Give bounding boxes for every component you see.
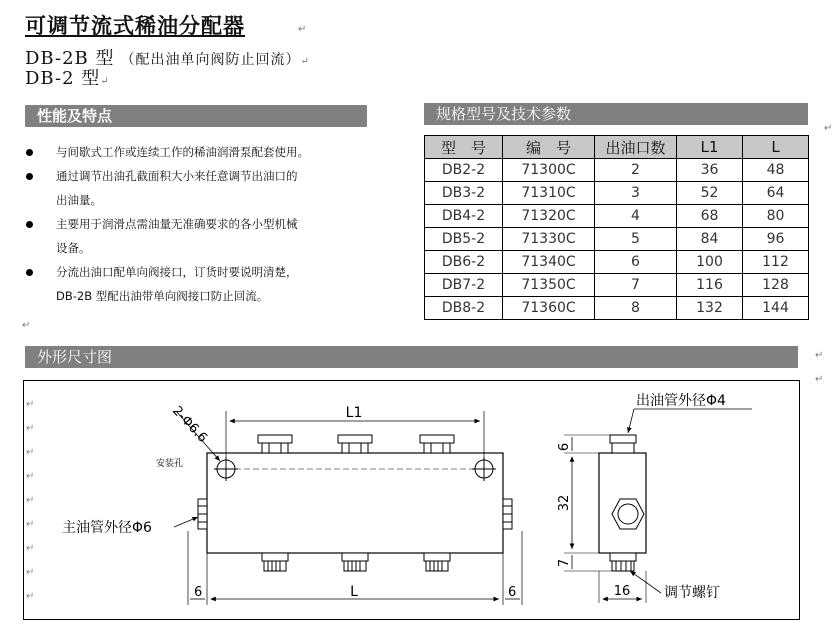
table-cell: DB5-2 [425, 228, 503, 251]
table-cell: 71300C [503, 159, 595, 182]
table-cell: 64 [743, 182, 809, 205]
side-dim-32-label: 32 [557, 494, 572, 512]
outlet-pipe-label: 出油管外径Φ4 [636, 393, 726, 409]
table-cell: 100 [677, 251, 743, 274]
adjust-screws [262, 553, 450, 571]
mount-hole-label: 安装孔 [156, 459, 184, 469]
left-inlet-fitting [198, 499, 207, 529]
table-row [425, 182, 809, 205]
spec-header: 规格型号及技术参数 [424, 103, 808, 125]
table-cell: 71340C [503, 251, 595, 274]
table-cell: 3 [595, 182, 677, 205]
paragraph-mark: ↵ [815, 374, 824, 385]
feature-text-line: 与间歇式工作或连续工作的稀油润滑泵配套使用。 [56, 145, 309, 159]
dimension-drawing-svg [24, 381, 801, 621]
column-header-l: L [743, 136, 809, 159]
feature-item [22, 260, 382, 308]
outlet-fittings [258, 435, 454, 453]
column-header-outlets: 出油口数 [595, 136, 677, 159]
table-cell: 5 [595, 228, 677, 251]
table-cell: 132 [677, 297, 743, 320]
side-adjust-screw [610, 553, 636, 571]
table-cell: 36 [677, 159, 743, 182]
table-cell: 128 [743, 274, 809, 297]
feature-text-line: 通过调节出油孔截面积大小来任意调节出油口的 [56, 169, 298, 183]
l-dimension-label: L [350, 584, 358, 600]
feature-text-line: 出油量。 [56, 193, 102, 207]
table-cell: 4 [595, 205, 677, 228]
bullet-icon [26, 221, 33, 228]
svg-text:↵: ↵ [26, 447, 35, 458]
svg-text:↵: ↵ [26, 471, 35, 482]
table-cell: 71330C [503, 228, 595, 251]
table-cell: 96 [743, 228, 809, 251]
feature-text-line: 主要用于润滑点需油量无准确要求的各小型机械 [56, 217, 298, 231]
table-cell: 7 [595, 274, 677, 297]
paragraph-mark: ↵ [824, 123, 833, 134]
bullet-icon [26, 173, 33, 180]
table-cell: 68 [677, 205, 743, 228]
table-cell: 48 [743, 159, 809, 182]
distributor-body [207, 453, 503, 553]
paragraph-mark: ↵ [100, 76, 110, 87]
table-row [425, 251, 809, 274]
paragraph-mark: ↵ [300, 56, 310, 67]
hole-size-label: 2-Φ6.6 [169, 403, 210, 446]
table-cell: 71310C [503, 182, 595, 205]
bullet-icon [26, 149, 33, 156]
feature-text-line: 设备。 [56, 241, 91, 255]
svg-text:↵: ↵ [26, 591, 35, 602]
table-cell: DB4-2 [425, 205, 503, 228]
model-db-2b-label: DB-2B 型 [25, 48, 115, 69]
spec-table [424, 135, 809, 320]
page-title: 可调节流式稀油分配器 [25, 14, 245, 38]
table-cell: 84 [677, 228, 743, 251]
svg-text:↵: ↵ [26, 567, 35, 578]
column-header-l1: L1 [677, 136, 743, 159]
paragraph-mark: ↵ [22, 320, 31, 331]
adjust-screw-label: 调节螺钉 [664, 585, 720, 601]
table-cell: 71360C [503, 297, 595, 320]
table-cell: DB6-2 [425, 251, 503, 274]
table-row [425, 297, 809, 320]
table-row [425, 205, 809, 228]
table-cell: 116 [677, 274, 743, 297]
feature-text-line: DB-2B 型配出油带单向阀接口防止回流。 [56, 289, 269, 303]
features-list [22, 140, 382, 308]
dimension-drawing [23, 380, 800, 620]
right-offset-label: 6 [508, 585, 517, 600]
table-cell: 71320C [503, 205, 595, 228]
svg-text:↵: ↵ [26, 423, 35, 434]
paragraph-mark: ↵ [298, 24, 307, 35]
model-db-2 [25, 64, 110, 90]
table-cell: 80 [743, 205, 809, 228]
table-cell: 2 [595, 159, 677, 182]
side-dim-6-label: 6 [557, 442, 572, 452]
l1-dimension-label: L1 [345, 405, 363, 421]
bullet-icon [26, 269, 33, 276]
left-offset-label: 6 [194, 585, 203, 600]
table-row [425, 159, 809, 182]
table-cell: 144 [743, 297, 809, 320]
svg-text:↵: ↵ [26, 519, 35, 530]
svg-text:↵: ↵ [26, 399, 35, 410]
table-cell: DB8-2 [425, 297, 503, 320]
model-db-2-label: DB-2 型 [25, 68, 101, 89]
table-cell: DB2-2 [425, 159, 503, 182]
main-pipe-label: 主油管外径Φ6 [62, 520, 152, 536]
spec-table-header-row [425, 136, 809, 159]
feature-text-line: 分流出油口配单向阀接口，订货时要说明清楚， [56, 265, 298, 279]
table-row [425, 274, 809, 297]
side-dim-7-label: 7 [557, 558, 572, 568]
table-cell: 112 [743, 251, 809, 274]
feature-item [22, 140, 382, 164]
side-dim-16-label: 16 [613, 584, 631, 599]
right-inlet-fitting [503, 499, 512, 529]
column-header-code: 编 号 [503, 136, 595, 159]
table-row [425, 228, 809, 251]
paragraph-mark: ↵ [815, 350, 824, 361]
table-cell: DB3-2 [425, 182, 503, 205]
drawing-header: 外形尺寸图 [25, 346, 798, 368]
table-cell: 8 [595, 297, 677, 320]
feature-item [22, 164, 382, 212]
table-cell: 6 [595, 251, 677, 274]
model-db-2b-note: （配出油单向阀防止回流） [120, 52, 301, 68]
features-header: 性能及特点 [25, 105, 367, 127]
side-outlet-fitting [610, 435, 636, 453]
table-cell: 52 [677, 182, 743, 205]
feature-item [22, 212, 382, 260]
svg-text:↵: ↵ [26, 495, 35, 506]
table-cell: DB7-2 [425, 274, 503, 297]
table-cell: 71350C [503, 274, 595, 297]
svg-text:↵: ↵ [26, 543, 35, 554]
column-header-model: 型 号 [425, 136, 503, 159]
